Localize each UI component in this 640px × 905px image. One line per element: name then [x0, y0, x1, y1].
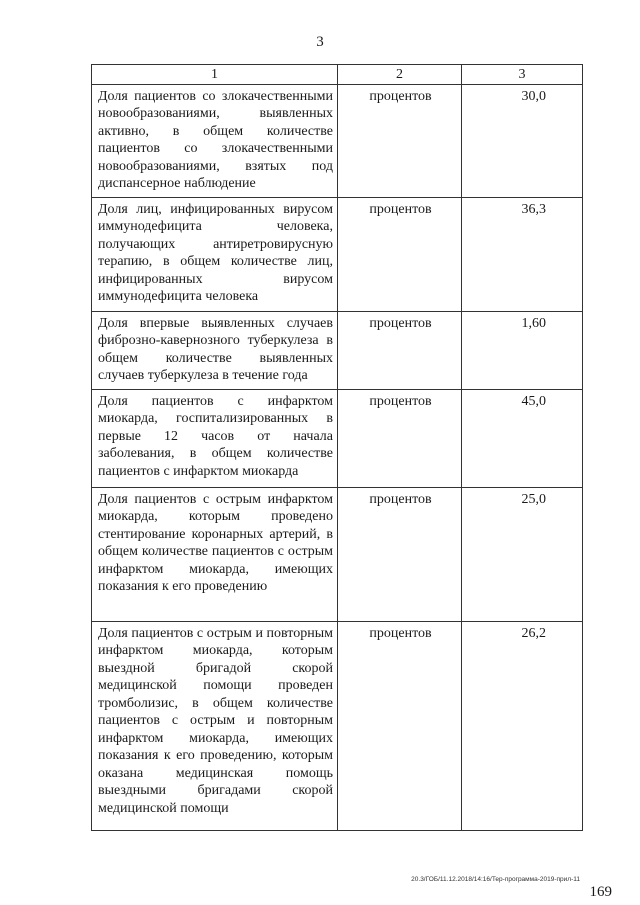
- indicator-cell: Доля впервые выявленных случаев фиброзно-кавернозного туберкулеза в общем количестве выявленных случаев туберкулеза в течение года: [92, 311, 338, 389]
- unit-cell: процентов: [338, 621, 462, 830]
- table-row: [92, 487, 583, 621]
- unit-cell: процентов: [338, 84, 462, 197]
- value-cell: 36,3: [462, 197, 583, 311]
- document-code: 20.3/ГОБ/11.12.2018/14:16/Тер-программа-2019-прил-11: [411, 876, 580, 883]
- column-header: 2: [338, 65, 462, 85]
- value-cell: 25,0: [462, 487, 583, 621]
- table-row: [92, 311, 583, 389]
- page-number: 3: [316, 34, 324, 50]
- table-header-row: [92, 65, 583, 85]
- indicator-cell: Доля пациентов с острым инфарктом миокарда, которым проведено стентирование коронарных артерий, в общем количестве пациентов с острым инфарктом миокарда, имеющих показания к его проведению: [92, 487, 338, 621]
- table-row: [92, 197, 583, 311]
- value-cell: 26,2: [462, 621, 583, 830]
- indicator-cell: Доля пациентов с инфарктом миокарда, госпитализированных в первые 12 часов от начала заболевания, в общем количестве пациентов с инфарктом миокарда: [92, 389, 338, 487]
- unit-cell: процентов: [338, 311, 462, 389]
- indicators-table: [91, 64, 583, 831]
- column-header: 1: [92, 65, 338, 85]
- table-row: [92, 389, 583, 487]
- value-cell: 30,0: [462, 84, 583, 197]
- unit-cell: процентов: [338, 389, 462, 487]
- value-cell: 1,60: [462, 311, 583, 389]
- indicator-cell: Доля пациентов с острым и повторным инфарктом миокарда, которым выездной бригадой скорой медицинской помощи проведен тромболизис, в общем количестве пациентов с острым и повторным инфарктом миокарда, имеющих показания к его проведению, которым оказана медицинская помощь выездными бригадами скорой медицинской помощи: [92, 621, 338, 830]
- sheet-number: 169: [589, 884, 612, 900]
- table-row: [92, 84, 583, 197]
- unit-cell: процентов: [338, 197, 462, 311]
- indicator-cell: Доля лиц, инфицированных вирусом иммунодефицита человека, получающих антиретровирусную терапию, в общем количестве лиц, инфицированных вирусом иммунодефицита человека: [92, 197, 338, 311]
- table-row: [92, 621, 583, 830]
- column-header: 3: [462, 65, 583, 85]
- value-cell: 45,0: [462, 389, 583, 487]
- indicator-cell: Доля пациентов со злокачественными новообразованиями, выявленных активно, в общем количестве пациентов со злокачественными новообразованиями, взятых под диспансерное наблюдение: [92, 84, 338, 197]
- unit-cell: процентов: [338, 487, 462, 621]
